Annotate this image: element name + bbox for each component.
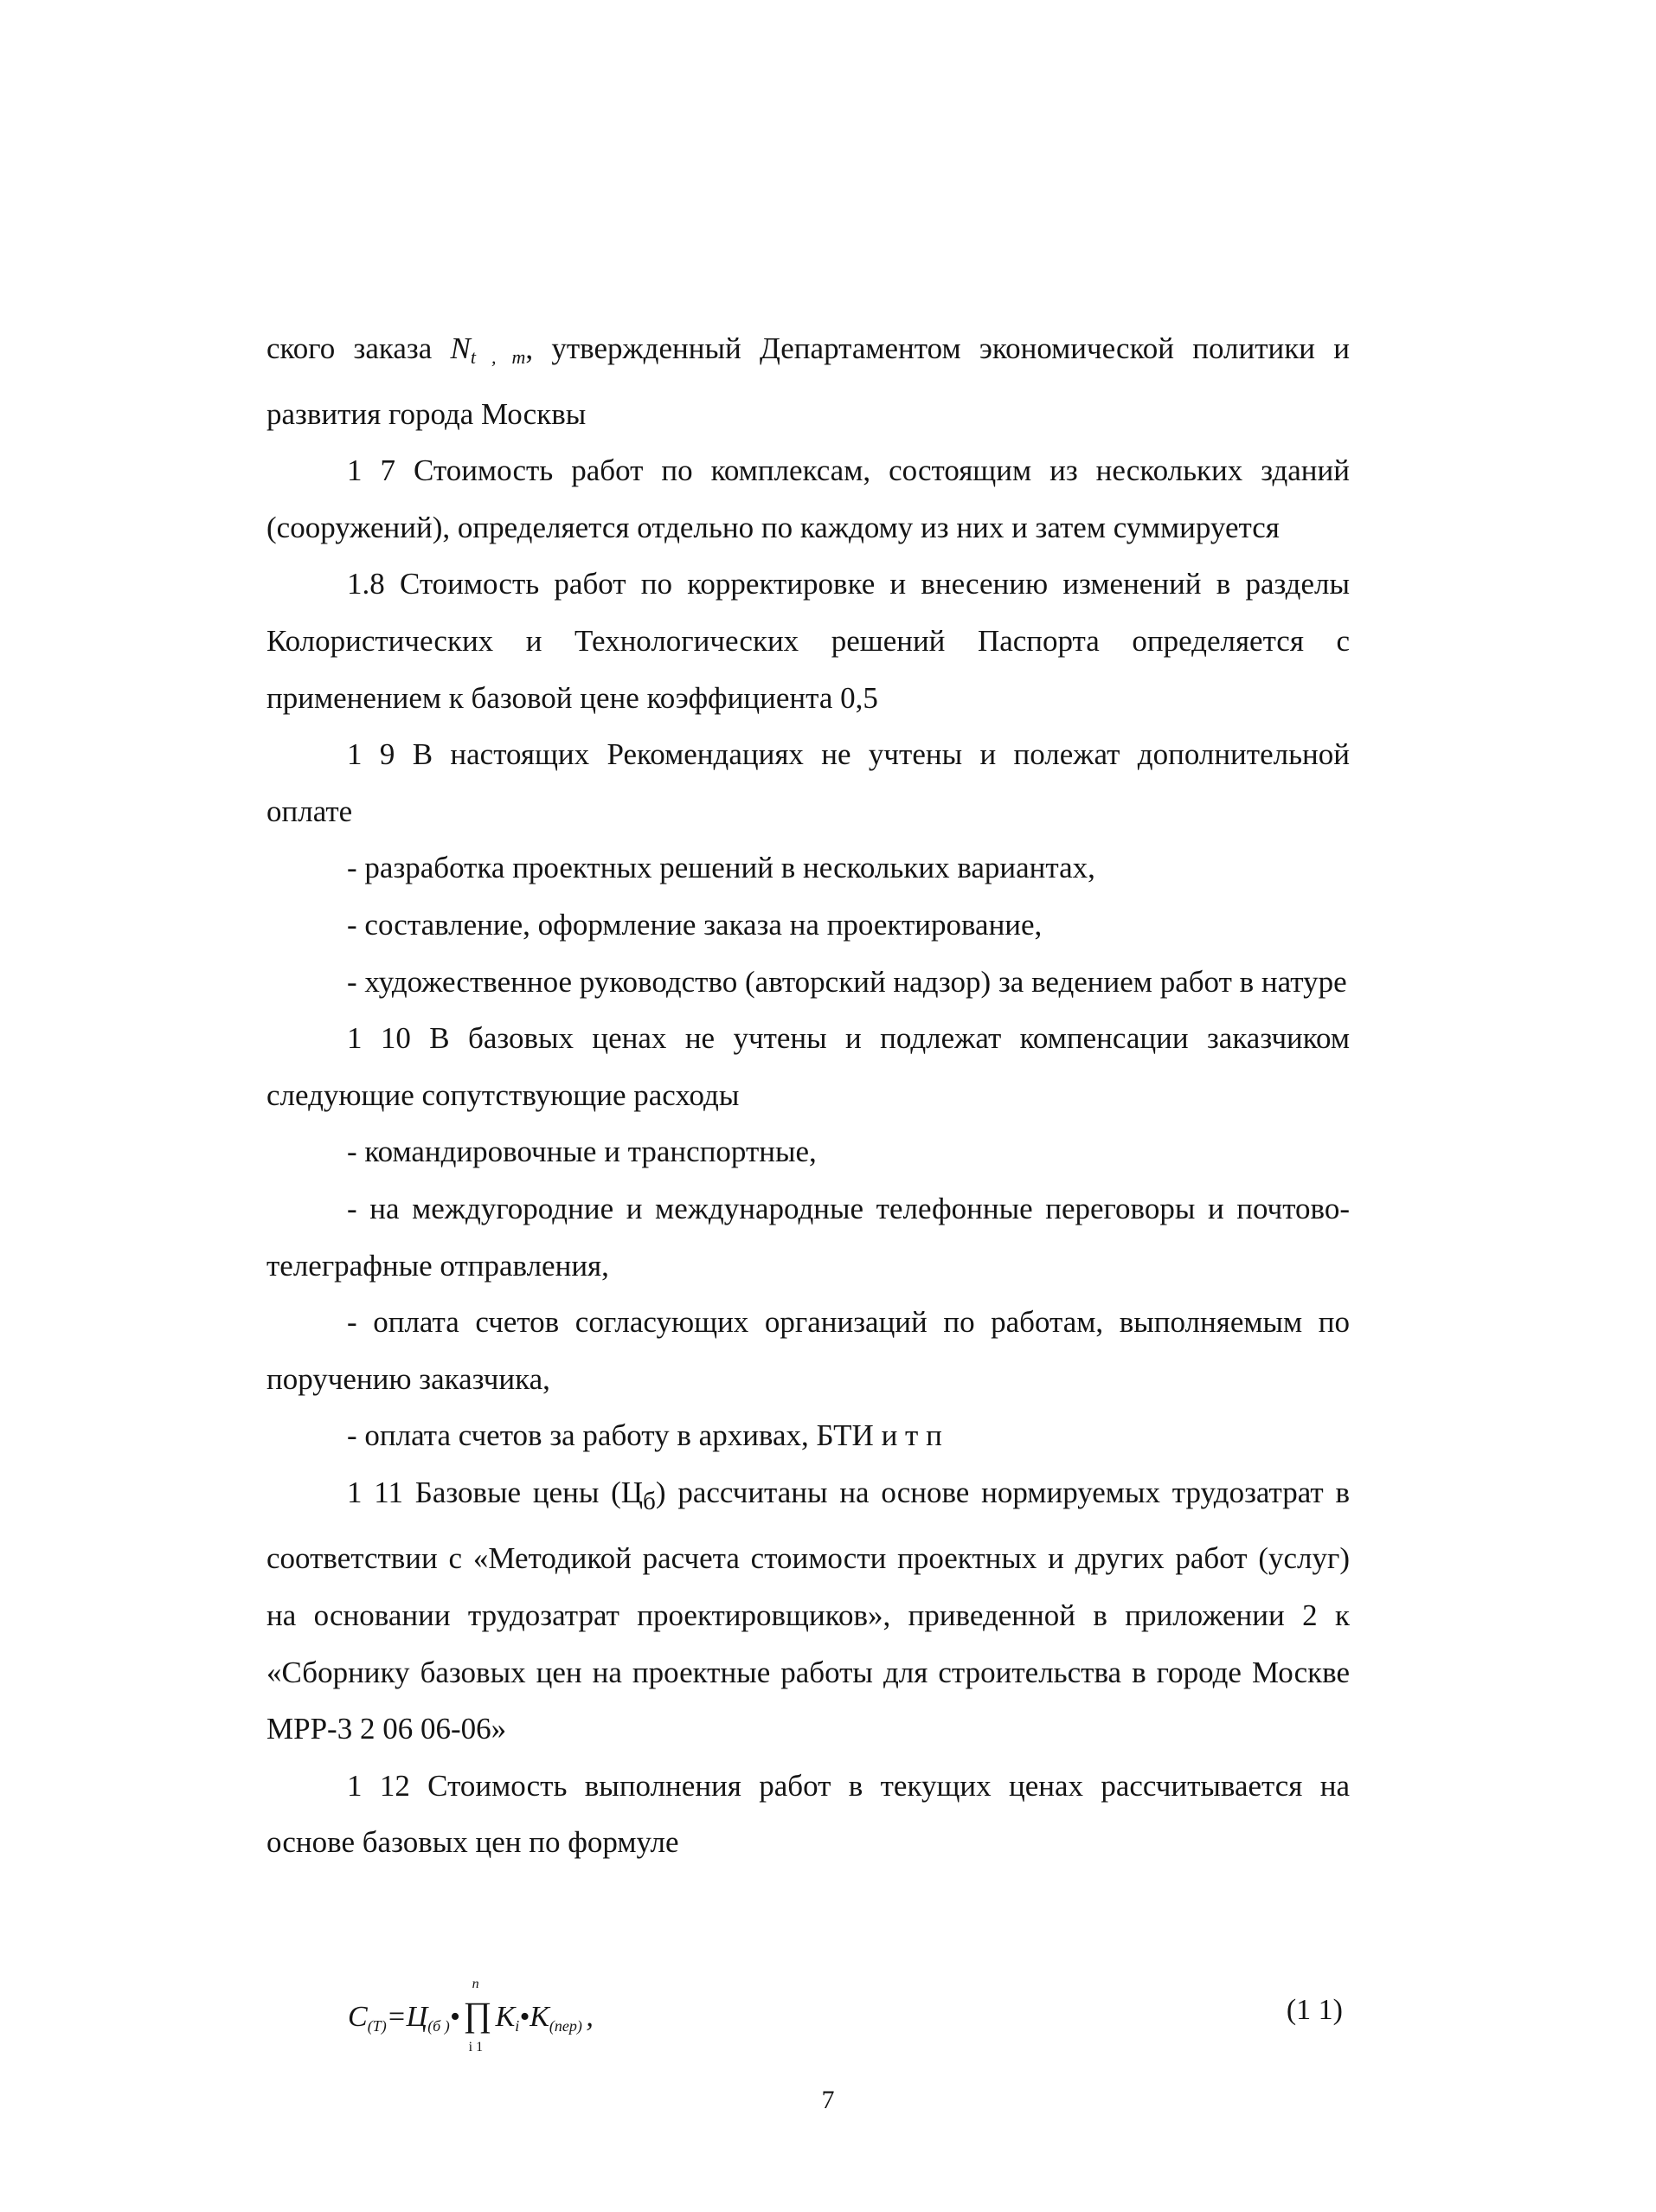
document-body [266, 320, 1350, 1871]
product-symbol [463, 1977, 492, 2054]
product-lower-limit: i 1 [468, 2040, 484, 2054]
formula-k2-subscript: (пер) [549, 2017, 587, 2035]
paragraph-1-9: 1 9 В настоящих Рекомендациях не учтены и полежат дополнительной оплате [266, 737, 1350, 828]
formula-k2: K [530, 2001, 549, 2033]
paragraph-continuation [266, 320, 1350, 442]
symbol-n-subscript: t , т [470, 346, 526, 368]
continuation-text-start: ского заказа [266, 331, 451, 365]
formula-equals-ts: =Ц [386, 2001, 428, 2033]
list-item: - командировочные и транспортные, [347, 1135, 817, 1169]
paragraph-1-11-start: 1 11 Базовые цены (Ц [347, 1475, 644, 1509]
paragraph-1-8: 1.8 Стоимость работ по корректировке и внесению изменений в разделы Колористических и Технологических решений Паспорта определяется с применением к базовой цене коэффициента 0,5 [266, 567, 1350, 715]
symbol-n: N [450, 331, 471, 365]
paragraph-1-12: 1 12 Стоимость выполнения работ в текущих ценах рассчитывается на основе базовых цен по формуле [266, 1768, 1350, 1860]
list-item: - разработка проектных решений в нескольких вариантах, [347, 851, 1095, 885]
formula-dot: • [519, 2001, 530, 2033]
paragraph-1-11-subscript: б [643, 1487, 656, 1515]
paragraph-1-11-end: ) рассчитаны на основе нормируемых трудозатрат в соответствии с «Методикой расчета стоимости проектных и других работ (услуг) на основании трудозатрат проектировщиков», приведенной в приложении 2 к «Сборнику базовых цен на проектные работы для строительства в городе Москве МРР-3 2 06 06-06» [266, 1475, 1350, 1746]
formula-ts-subscript: (б ) [427, 2017, 450, 2035]
product-sign: ∏ [463, 1995, 492, 2034]
formula-c: C [348, 2001, 368, 2033]
formula-expression [348, 1977, 594, 2054]
list-item: - оплата счетов согласующих организаций по работам, выполняемым по поручению заказчика, [266, 1305, 1350, 1396]
list-item: - составление, оформление заказа на проектирование, [347, 907, 1043, 942]
paragraph-1-10: 1 10 В базовых ценах не учтены и подлежат компенсации заказчиком следующие сопутствующие расходы [266, 1021, 1350, 1112]
continuation-text-end: , утвержденный Департаментом экономической политики и развития города Москвы [266, 331, 1350, 431]
formula-k: K [495, 2001, 516, 2033]
paragraph-1-11 [266, 1464, 1350, 1758]
formula-comma: , [586, 2001, 594, 2033]
product-upper-limit: n [472, 1977, 479, 1991]
paragraph-1-7: 1 7 Стоимость работ по комплексам, состоящим из нескольких зданий (сооружений), определяется отдельно по каждому из них и затем суммируется [266, 453, 1350, 544]
list-item: - оплата счетов за работу в архивах, БТИ и т п [347, 1418, 942, 1453]
formula-1-1 [348, 1977, 1343, 2054]
list-item: - на междугородние и международные телефонные переговоры и почтово-телеграфные отправления, [266, 1191, 1350, 1283]
formula-number: (1 1) [1286, 1994, 1343, 2026]
list-item: - художественное руководство (авторский надзор) за ведением работ в натуре [347, 964, 1347, 999]
formula-dot: • [449, 2001, 460, 2033]
page-number: 7 [821, 2086, 835, 2114]
formula-k-subscript: i [515, 2017, 520, 2035]
formula-c-subscript: (T) [367, 2017, 387, 2035]
